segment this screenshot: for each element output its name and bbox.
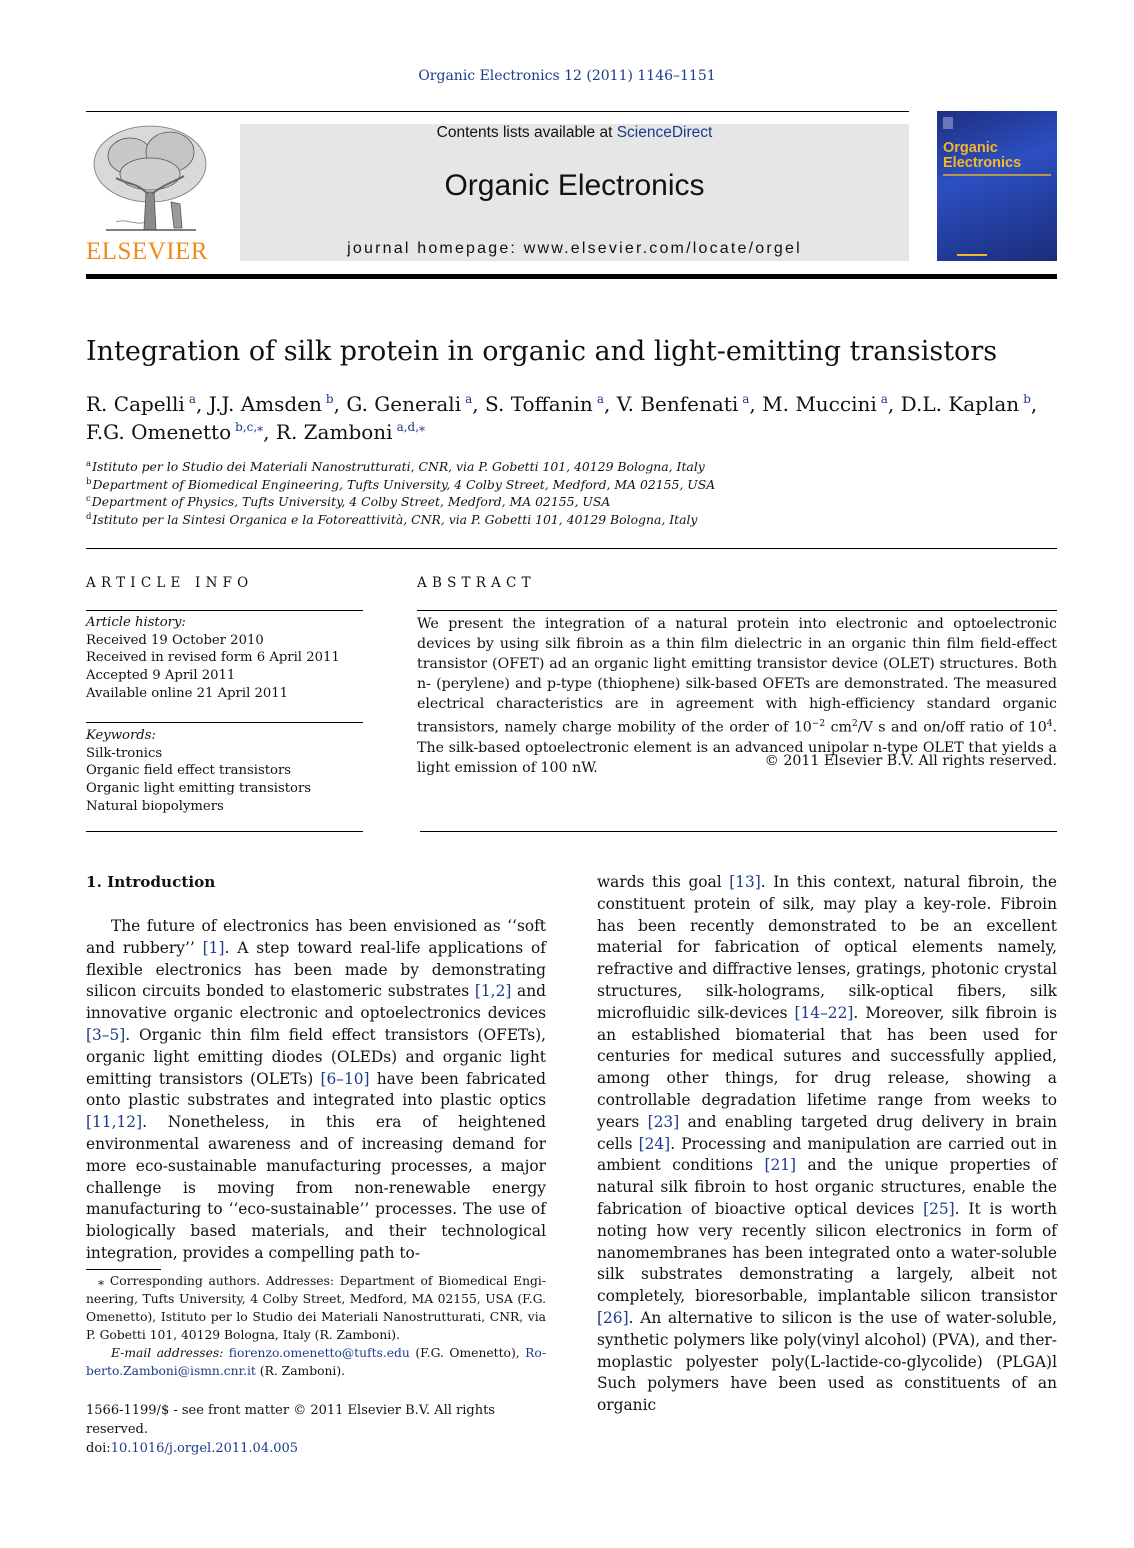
body-text: have been fabricated onto plastic substrates and integrated into plastic optics bbox=[86, 1069, 546, 1110]
journal-citation[interactable]: Organic Electronics 12 (2011) 1146–1151 bbox=[418, 68, 716, 84]
article-history bbox=[86, 614, 366, 703]
author-name[interactable]: S. Toffanin bbox=[484, 392, 593, 416]
contents-line bbox=[240, 124, 909, 142]
abstract-part-1: We present the integration of a natural protein into electronic and optoelectronic devices by using silk fibroin as a thin film dielectric in an organic thin film field-effect transistor (OFET) ad an organic light emitting transistor device (OLET) structures. Both n- (perylene) and p-type (thiophene) silk-based OFETs are demonstrated. The measured electrical characteristics are in agreement with high-efficiency standard organic transistors, namely charge mobility of the order of 10 bbox=[417, 616, 1057, 736]
author-name[interactable]: G. Generali bbox=[346, 392, 462, 416]
body-text: . A step toward real-life applications of flexible electronics has been made by demonstrating silicon circuits bonded to elastomeric substrates bbox=[86, 938, 546, 1001]
contents-prefix: Contents lists available at bbox=[436, 124, 617, 141]
author-separator: , bbox=[472, 392, 485, 416]
author-line-2 bbox=[86, 418, 1066, 446]
reference-link[interactable]: [6–10] bbox=[320, 1069, 370, 1088]
author-name[interactable]: F.G. Omenetto bbox=[86, 420, 232, 444]
affiliation-mark: a bbox=[86, 459, 92, 469]
email-owner-zamboni: (R. Zamboni). bbox=[255, 1364, 346, 1378]
abstract-bottom-rule bbox=[420, 831, 1057, 832]
author-affiliation-mark[interactable]: b,c,⁎ bbox=[235, 420, 264, 434]
footnote-text: ⁎ Corresponding authors. Addresses: Department of Biomedical Engineering, Tufts University, 4 Colby Street, Medford, MA 02155, USA (F.G. Omenetto), Istituto per lo Studio dei Materiali Nanostrutturati, CNR, via P. Gobetti 101, 40129 Bologna, Italy (R. Zamboni). bbox=[86, 1274, 546, 1342]
journal-title: Organic Electronics bbox=[444, 169, 705, 202]
history-item: Available online 21 April 2011 bbox=[86, 685, 289, 701]
cover-logo-mark bbox=[943, 117, 953, 129]
email-label: E-mail addresses: bbox=[111, 1346, 224, 1360]
reference-link[interactable]: [21] bbox=[764, 1156, 797, 1175]
keyword-item: Organic field effect transistors bbox=[86, 763, 292, 779]
cover-title bbox=[943, 141, 1021, 171]
paper-title: Integration of silk protein in organic and light-emitting transistors bbox=[86, 336, 998, 367]
cover-title-line1: Organic bbox=[943, 140, 998, 156]
affiliation-text: Department of Physics, Tufts University, 4 Colby Street, Medford, MA 02155, USA bbox=[91, 494, 611, 510]
elsevier-logo[interactable] bbox=[86, 122, 214, 265]
elsevier-wordmark: ELSEVIER bbox=[86, 238, 209, 265]
history-label: Article history: bbox=[86, 615, 186, 630]
affiliation-text: Istituto per la Sintesi Organica e la Fotoreattività, CNR, via P. Gobetti 101, 40129 Bologna, Italy bbox=[92, 511, 698, 527]
body-text: . Nonetheless, in this era of heightened environmental awareness and of increasing demand for more eco-sustainable manufacturing processes, a major challenge is moving from non-renewable energy manufacturing to ‘‘eco-sustainable’’ processes. The use of biologically based materials, and their technological integration, provides a compelling path to- bbox=[86, 1113, 546, 1262]
author-separator: , bbox=[603, 392, 617, 416]
email-owner-omenetto: (F.G. Omenetto), bbox=[409, 1346, 526, 1360]
author-name[interactable]: D.L. Kaplan bbox=[900, 392, 1020, 416]
abstract-part-4: . The silk-based optoelectronic element is an advanced unipolar n-type OLET that yields a light emission of 100 nW. bbox=[417, 719, 1057, 776]
body-text: The future of electronics has been envisioned as ‘‘soft and rubbery’’ bbox=[86, 917, 546, 957]
abstract-part-2: cm bbox=[825, 719, 852, 736]
keyword-item: Silk-tronics bbox=[86, 745, 163, 761]
history-item: Received in revised form 6 April 2011 bbox=[86, 650, 340, 666]
author-line-1 bbox=[86, 390, 1066, 418]
reference-link[interactable]: [24] bbox=[638, 1134, 671, 1153]
author-affiliation-mark[interactable]: a,d,⁎ bbox=[396, 420, 426, 434]
author-name[interactable]: R. Capelli bbox=[86, 392, 185, 416]
issn-line: 1566-1199/$ - see front matter © 2011 Elsevier B.V. All rights reserved. bbox=[86, 1403, 495, 1437]
author-affiliation-mark[interactable]: a bbox=[596, 392, 604, 406]
keywords-block bbox=[86, 727, 366, 816]
history-item: Accepted 9 April 2011 bbox=[86, 668, 236, 684]
footnote-rule bbox=[86, 1269, 161, 1270]
body-text: . An alternative to silicon is the use of water-soluble, synthetic polymers like poly(vinyl alcohol) (PVA), and thermoplastic polyester poly(L-lactide-co-glycolide) (PLGA)l Such polymers have been used as constituents of an organic bbox=[597, 1308, 1057, 1415]
author-name[interactable]: J.J. Amsden bbox=[208, 392, 322, 416]
affiliations bbox=[86, 458, 986, 528]
journal-banner bbox=[240, 124, 909, 261]
email-link-omenetto[interactable]: fiorenzo.omenetto@tufts.edu bbox=[228, 1346, 410, 1360]
affiliation-text: Department of Biomedical Engineering, Tufts University, 4 Colby Street, Medford, MA 02155, USA bbox=[92, 476, 716, 492]
body-text: wards this goal bbox=[597, 873, 730, 891]
journal-cover-image[interactable] bbox=[937, 111, 1057, 261]
header-top-rule bbox=[86, 111, 909, 112]
reference-link[interactable]: [13] bbox=[729, 873, 761, 891]
keyword-item: Natural biopolymers bbox=[86, 798, 224, 814]
body-text: . Organic thin film field effect transistors (OFETs), organic light emitting diodes (OLEDs) and organic light emitting transistors (OLETs) bbox=[86, 1025, 546, 1088]
affiliation-item bbox=[86, 458, 986, 476]
affiliations-rule bbox=[86, 548, 1057, 549]
keyword-item: Organic light emitting transistors bbox=[86, 781, 312, 797]
affiliation-mark: c bbox=[86, 494, 91, 505]
affiliation-text: Istituto per lo Studio dei Materiali Nanostrutturati, CNR, via P. Gobetti 101, 40129 Bologna, Italy bbox=[92, 459, 705, 474]
sciencedirect-link[interactable]: ScienceDirect bbox=[616, 124, 713, 141]
email-addresses bbox=[86, 1344, 546, 1380]
journal-homepage[interactable]: journal homepage: www.elsevier.com/locate/orgel bbox=[347, 240, 802, 257]
reference-link[interactable]: [14–22] bbox=[794, 1003, 854, 1022]
author-affiliation-mark[interactable]: b bbox=[1023, 392, 1031, 406]
affiliation-mark: d bbox=[86, 511, 92, 522]
abstract-heading: ABSTRACT bbox=[417, 575, 536, 591]
author-affiliation-mark[interactable]: b bbox=[325, 392, 334, 406]
author-separator: , bbox=[1030, 392, 1038, 416]
author-affiliation-mark[interactable]: a bbox=[880, 392, 888, 406]
reference-link[interactable]: [11,12] bbox=[86, 1113, 143, 1132]
elsevier-tree-icon bbox=[86, 122, 214, 237]
author-separator: , bbox=[195, 392, 209, 416]
body-text: . In this context, natural fibroin, the constituent protein of silk, may play a key-role. Fibroin has been recently demonstrated to be an excellent material for fabrication of optical elements namely, refractive and diffractive lenses, gratings, photonic crystal structures, silk-holograms, silk-optical fibers, silk microfluidic silk-devices bbox=[597, 873, 1057, 1022]
body-column-right bbox=[597, 872, 1057, 1417]
author-separator: , bbox=[263, 420, 276, 444]
author-affiliation-mark[interactable]: a bbox=[465, 392, 473, 406]
abstract-exponent-2: 2 bbox=[851, 719, 858, 729]
affiliation-item bbox=[86, 493, 986, 511]
body-text: . Processing and manipulation are carried out in ambient conditions bbox=[597, 1134, 1057, 1175]
reference-link[interactable]: [23] bbox=[647, 1112, 680, 1131]
reference-link[interactable]: [26] bbox=[597, 1308, 629, 1327]
reference-link[interactable]: [25] bbox=[923, 1199, 955, 1218]
author-name[interactable]: V. Benfenati bbox=[616, 392, 739, 416]
author-affiliation-mark[interactable]: a bbox=[188, 392, 196, 406]
body-column-left bbox=[86, 916, 546, 1265]
abstract-part-3: /V s and on/off ratio of 10 bbox=[857, 719, 1047, 736]
section-heading-introduction: 1. Introduction bbox=[86, 873, 216, 891]
header-thick-rule bbox=[86, 274, 1057, 279]
author-list bbox=[86, 390, 1066, 446]
corresponding-author-footnote bbox=[86, 1272, 546, 1380]
article-info-heading: ARTICLE INFO bbox=[86, 575, 254, 591]
affiliation-item bbox=[86, 511, 986, 529]
body-text: . It is worth noting how very recently silicon electronics in form of nanomembranes has been integrated onto a water-soluble silk substrates demonstrating a largely, albeit not completely, bioresorbable, implantable silicon transistor bbox=[597, 1199, 1057, 1306]
keywords-rule bbox=[86, 722, 363, 723]
history-item: Received 19 October 2010 bbox=[86, 632, 264, 648]
article-info-bottom-rule bbox=[86, 831, 363, 832]
cover-bottom-stripe bbox=[957, 254, 987, 256]
keyword-list bbox=[86, 745, 366, 816]
cover-title-line2: Electronics bbox=[943, 155, 1022, 171]
author-separator: , bbox=[749, 392, 763, 416]
email-link-zamboni[interactable]: Roberto.Zamboni@ismn.cnr.it bbox=[86, 1346, 546, 1378]
abstract-copyright: © 2011 Elsevier B.V. All rights reserved. bbox=[764, 753, 1057, 769]
abstract-rule bbox=[417, 610, 1057, 611]
history-list bbox=[86, 632, 366, 703]
front-matter-info bbox=[86, 1401, 556, 1458]
author-name[interactable]: R. Zamboni bbox=[275, 420, 393, 444]
affiliation-item bbox=[86, 476, 986, 494]
reference-link[interactable]: [3–5] bbox=[86, 1025, 126, 1044]
doi-link[interactable]: 10.1016/j.orgel.2011.04.005 bbox=[110, 1441, 299, 1456]
body-text: and the unique properties of natural silk fibroin to host organic structures, enable the fabrication of bioactive optical devices bbox=[597, 1156, 1057, 1218]
author-separator: , bbox=[333, 392, 347, 416]
author-name[interactable]: M. Muccini bbox=[762, 392, 877, 416]
reference-link[interactable]: [1,2] bbox=[474, 982, 512, 1001]
article-info-rule bbox=[86, 610, 363, 611]
doi-label: doi: bbox=[86, 1441, 111, 1456]
reference-link[interactable]: [1] bbox=[202, 938, 225, 957]
body-text: and enabling targeted drug delivery in brain cells bbox=[597, 1112, 1057, 1153]
abstract-exponent-3: 4 bbox=[1046, 719, 1053, 729]
body-text: and innovative organic electronic and optoelectronics devices bbox=[86, 982, 546, 1023]
body-text: . Moreover, silk fibroin is an established biomaterial that has been used for centuries for medical sutures and successfully applied, among other things, for drug release, showing a controllable degradation lifetime range from weeks to years bbox=[597, 1003, 1057, 1131]
keywords-label: Keywords: bbox=[86, 728, 156, 743]
author-affiliation-mark[interactable]: a bbox=[742, 392, 750, 406]
doi-line bbox=[86, 1439, 556, 1458]
affiliation-mark: b bbox=[86, 476, 92, 487]
abstract-exponent-1: −2 bbox=[811, 719, 826, 729]
cover-stripe bbox=[943, 174, 1051, 176]
author-separator: , bbox=[887, 392, 901, 416]
